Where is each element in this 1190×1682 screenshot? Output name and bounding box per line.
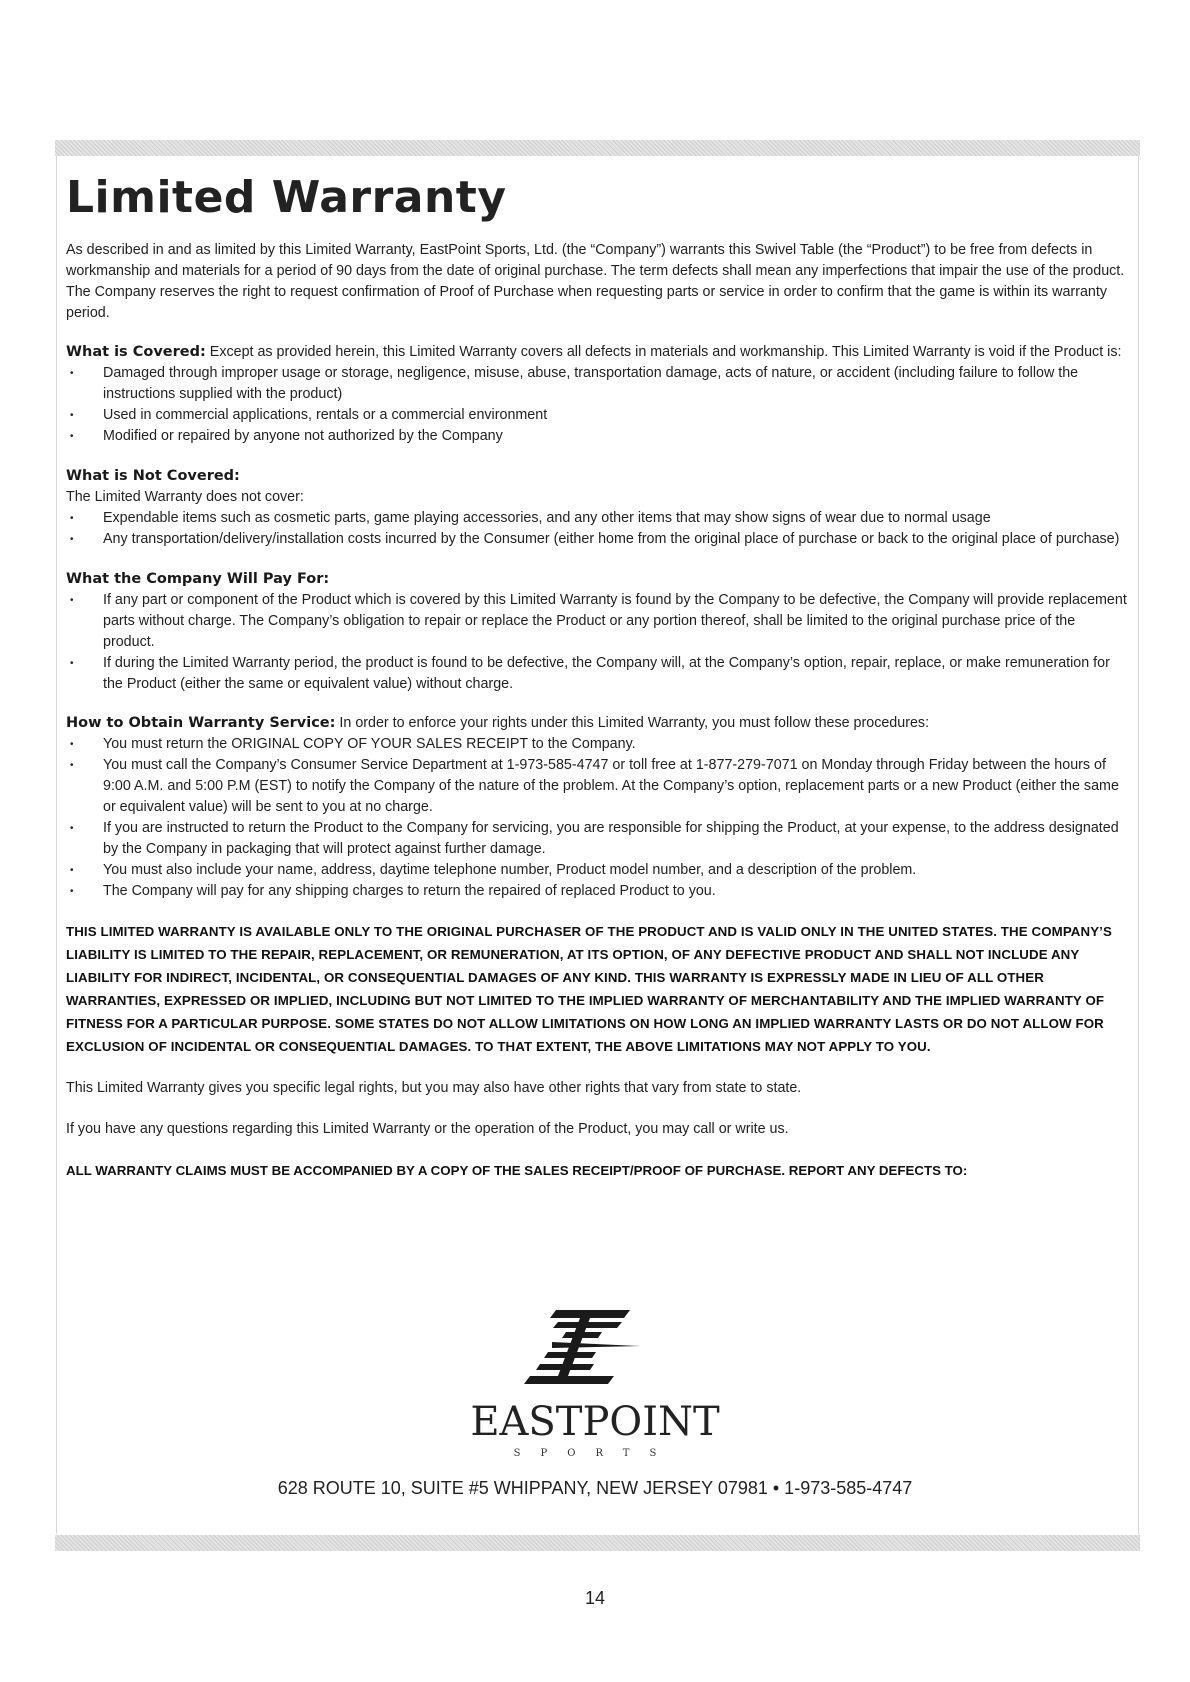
covered-text: Except as provided herein, this Limited Warranty covers all defects in materials and workmanship. This Limited Warranty is void if the Product is:: [209, 344, 1122, 360]
company-address: 628 ROUTE 10, SUITE #5 WHIPPANY, NEW JERSEY 07981 • 1-973-585-4747: [277, 1478, 913, 1498]
intro-paragraph: As described in and as limited by this Limited Warranty, EastPoint Sports, Ltd. (the “Company”) warrants this Swivel Table (the “Product”) to be free from defects in workmanship and materials for a period of 90 days from the date of original purchase. The term defects shall mean any imperfections that impair the use of the product. The Company reserves the right to request confirmation of Proof of Purchase when requesting parts or service in order to confirm that the game is within its warranty period.: [66, 242, 1125, 321]
list-item: • Any transportation/delivery/installation costs incurred by the Consumer (either home from the original place of purchase or back to the original place of purchase): [66, 529, 1128, 550]
warranty-disclaimer: THIS LIMITED WARRANTY IS AVAILABLE ONLY TO THE ORIGINAL PURCHASER OF THE PRODUCT AND IS VALID ONLY IN THE UNITED STATES. THE COMPANY’S LIABILITY IS LIMITED TO THE REPAIR, REPLACEMENT, OR REMUNERATION, AT ITS OPTION, OF ANY DEFECTIVE PRODUCT AND SHALL NOT INCLUDE ANY LIABILITY FOR INDIRECT, INCIDENTAL, OR CONSEQUENTIAL DAMAGES OF ANY KIND. THIS WARRANTY IS EXPRESSLY MADE IN LIEU OF ALL OTHER WARRANTIES, EXPRESSED OR IMPLIED, INCLUDING BUT NOT LIMITED TO THE IMPLIED WARRANTY OF MERCHANTABILITY AND THE IMPLIED WARRANTY OF FITNESS FOR A PARTICULAR PURPOSE. SOME STATES DO NOT ALLOW LIMITATIONS ON HOW LONG AN IMPLIED WARRANTY LASTS OR DO NOT ALLOW FOR EXCLUSION OF INCIDENTAL OR CONSEQUENTIAL DAMAGES. TO THAT EXTENT, THE ABOVE LIMITATIONS MAY NOT APPLY TO YOU.: [66, 924, 1112, 1054]
page-number: 14: [584, 1588, 606, 1608]
frame-left-rule: [56, 156, 57, 1534]
covered-section: [66, 342, 1128, 447]
frame-right-rule: [1138, 156, 1139, 1534]
brand-name: EASTPOINT: [470, 1399, 720, 1445]
covered-list: [66, 363, 1128, 447]
not-covered-text: The Limited Warranty does not cover:: [66, 489, 304, 505]
not-covered-section: [66, 465, 1128, 550]
company-pays-list: [66, 590, 1128, 695]
list-item: • If any part or component of the Product which is covered by this Limited Warranty is found by the Company to be defective, the Company will provide replacement parts without charge. The Company’s obligation to repair or replace the Product or any portion thereof, shall be limited to the original purchase price of the product.: [66, 590, 1128, 653]
company-pays-heading: What the Company Will Pay For:: [66, 571, 330, 587]
list-item: • You must also include your name, address, daytime telephone number, Product model number, and a description of the problem.: [66, 860, 1128, 881]
top-decorative-bar: [55, 140, 1140, 156]
list-item: • You must return the ORIGINAL COPY OF YOUR SALES RECEIPT to the Company.: [66, 734, 1128, 755]
warranty-content: [66, 172, 1128, 1181]
eastpoint-e-icon: [518, 1308, 668, 1398]
covered-heading: What is Covered:: [66, 344, 206, 360]
not-covered-heading: What is Not Covered:: [66, 468, 240, 484]
list-item: • Damaged through improper usage or storage, negligence, misuse, abuse, transportation damage, acts of nature, or accident (including failure to follow the instructions supplied with the product): [66, 363, 1128, 405]
service-heading: How to Obtain Warranty Service:: [66, 715, 336, 731]
bottom-decorative-bar: [55, 1535, 1140, 1551]
brand-subtitle: SPORTS: [513, 1448, 677, 1459]
list-item: • If you are instructed to return the Product to the Company for servicing, you are responsible for shipping the Product, at your expense, to the address designated by the Company in packaging that will protect against further damage.: [66, 818, 1128, 860]
questions-text: If you have any questions regarding this Limited Warranty or the operation of the Product, you may call or write us.: [66, 1121, 789, 1137]
list-item: • Modified or repaired by anyone not authorized by the Company: [66, 426, 1128, 447]
not-covered-list: [66, 508, 1128, 550]
eastpoint-logo: [440, 1308, 750, 1458]
list-item: • The Company will pay for any shipping charges to return the repaired of replaced Product to you.: [66, 881, 1128, 902]
legal-rights-text: This Limited Warranty gives you specific legal rights, but you may also have other rights that vary from state to state.: [66, 1080, 802, 1096]
list-item: • Used in commercial applications, rentals or a commercial environment: [66, 405, 1128, 426]
company-pays-section: [66, 568, 1128, 695]
claims-text: ALL WARRANTY CLAIMS MUST BE ACCOMPANIED BY A COPY OF THE SALES RECEIPT/PROOF OF PURCHASE. REPORT ANY DEFECTS TO:: [66, 1163, 968, 1178]
page-title: Limited Warranty: [66, 172, 507, 223]
list-item: • You must call the Company’s Consumer Service Department at 1-973-585-4747 or toll free at 1-877-279-7071 on Monday through Friday between the hours of 9:00 A.M. and 5:00 P.M (EST) to notify the Company of the nature of the problem. At the Company’s option, replacement parts or a new Product (either the same or equivalent value) will be sent to you at no charge.: [66, 755, 1128, 818]
service-list: [66, 734, 1128, 902]
list-item: • Expendable items such as cosmetic parts, game playing accessories, and any other items that may show signs of wear due to normal usage: [66, 508, 1128, 529]
service-text: In order to enforce your rights under this Limited Warranty, you must follow these procedures:: [339, 715, 930, 731]
list-item: • If during the Limited Warranty period, the product is found to be defective, the Company will, at the Company’s option, repair, replace, or make remuneration for the Product (either the same or equivalent value) without charge.: [66, 653, 1128, 695]
service-section: [66, 713, 1128, 902]
